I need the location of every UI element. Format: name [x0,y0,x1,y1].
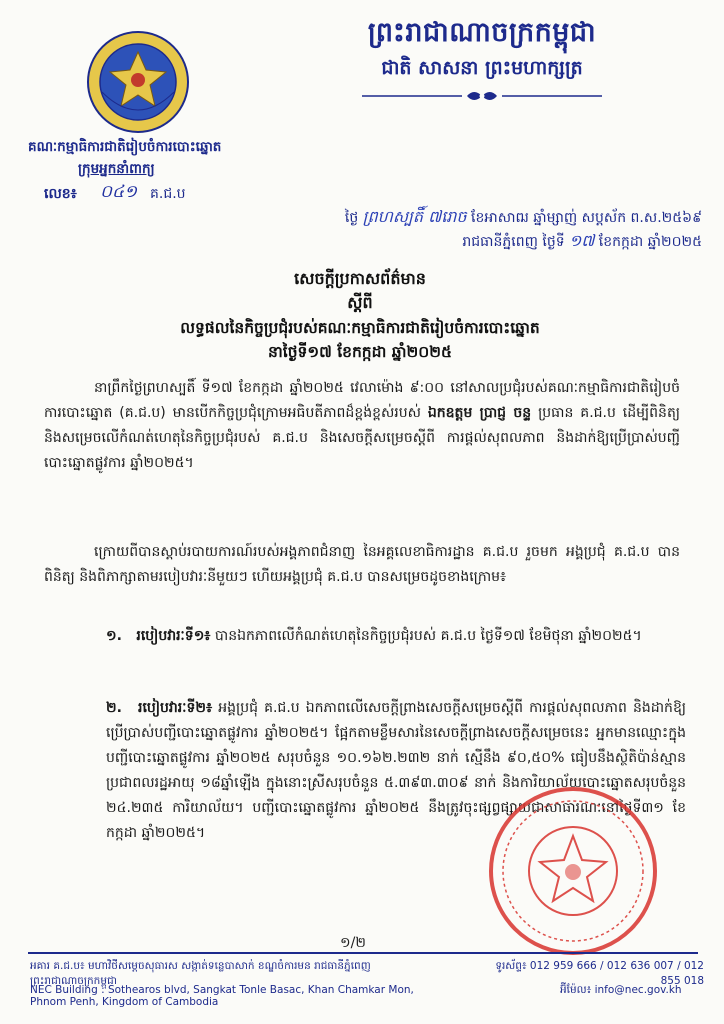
footer-phone: ទូរស័ព្ទ៖ 012 959 666 / 012 636 007 / 012 855 018 [495,960,704,987]
paragraph-1-text-b: ប្រធាន គ.ជ.ប ដើម្បីពិនិត្យ និងសម្រេចលើកំណត់ហេតុនៃកិច្ចប្រជុំរបស់ គ.ជ.ប និងសេចក្តីសម្រេចស្តីពី ការផ្តល់សុពលភាព និងដាក់ឱ្យប្រើប្រាស់បញ្ជីបោះឆ្នោតផ្លូវការ ឆ្នាំ២០២៥។ [44,405,681,471]
ornament-divider-icon [352,88,612,104]
lunar-date-rest: ខែអាសាឍ ឆ្នាំម្សាញ់ សប្តស័ក ព.ស.២៥៦៩ [471,210,702,226]
lunar-date [282,206,702,230]
department-name: ក្រុមអ្នកនាំពាក្យ [78,161,155,177]
paragraph-1 [44,376,680,476]
official-stamp-icon [486,784,660,958]
reference-number-label: លេខ៖ [44,186,77,202]
organization-name: គណៈកម្មាធិការជាតិរៀបចំការបោះឆ្នោត [28,139,222,155]
solar-date-handwritten: ១៧ [569,231,595,250]
footer-address-khmer: អគារ គ.ជ.ប៖ មហាវិថីសម្តេចសុធារស សង្កាត់ទន្លេបាសាក់ ខណ្ឌចំការមន រាជធានីភ្នំពេញ ព្រះរាជាណាចក្រកម្ពុជា [30,960,371,987]
document-title: សេចក្តីប្រកាសព័ត៌មាន [294,269,426,288]
lunar-date-prefix: ថ្ងៃ [344,210,359,226]
agenda-item-1-number: ១. [106,628,122,644]
agenda-item-1-label: របៀបវារៈទី១៖ [136,628,211,644]
agenda-item-2-text: អង្គប្រជុំ គ.ជ.ប ឯកភាពលើសេចក្តីព្រាងសេចក្តីសម្រេចស្តីពី ការផ្តល់សុពលភាព និងដាក់ឱ្យប្រើប្រាស់បញ្ជីបោះឆ្នោតផ្លូវការ ឆ្នាំ២០២៥។ ផ្អែកតាមខ្លឹមសារនៃសេចក្តីព្រាងសេចក្តីសម្រេចនេះ អ្នកមានឈ្មោះក្នុងបញ្ជីបោះឆ្នោតផ្លូវការ ឆ្នាំ២០២៥ សរុបចំនួន ១០.១៦២.២៣២ នាក់ ស្មើនឹង ៩០,៥០% ធៀបនឹងស្ថិតិប៉ាន់ស្មានប្រជាពលរដ្ឋអាយុ ១៨ឆ្នាំឡើង ក្នុងនោះស្រីសរុបចំនួន ៥.៣៩៣.៣០៩ នាក់ និងការិយាល័យបោះឆ្នោតសរុបចំនួន ២៤.២៣៥ ការិយាល័យ។ បញ្ជីបោះឆ្នោតផ្លូវការ ឆ្នាំ២០២៥ នឹងត្រូវចុះផ្សព្វផ្សាយជាសាធារណៈនៅថ្ងៃទី៣១ ខែកក្កដា ឆ្នាំ២០២៥។ [106,700,686,841]
footer-email: អ៊ីម៉ែល៖ info@nec.gov.kh [560,984,682,996]
page-number: ១/២ [340,935,366,951]
footer-divider [28,952,698,954]
solar-date-prefix: រាជធានីភ្នំពេញ ថ្ងៃទី [462,234,565,250]
national-motto: ជាតិ សាសនា ព្រះមហាក្សត្រ [381,57,583,79]
reference-number-value: ០៤១ [100,182,137,202]
agenda-item-2-label: របៀបវារៈទី២៖ [138,700,213,716]
footer-address-english: NEC Building : Sothearos blvd, Sangkat Tonle Basac, Khan Chamkar Mon, Phnom Penh, Kingdom of Cambodia [30,984,414,1008]
nec-emblem-icon [86,30,190,134]
agenda-item-1-text: បានឯកភាពលើកំណត់ហេតុនៃកិច្ចប្រជុំរបស់ គ.ជ.ប ថ្ងៃទី១៧ ខែមិថុនា ឆ្នាំ២០២៥។ [214,628,642,644]
solar-date-rest: ខែកក្កដា ឆ្នាំ២០២៥ [598,234,702,250]
document-subject: លទ្ធផលនៃកិច្ចប្រជុំរបស់គណៈកម្មាធិការជាតិរៀបចំការបោះឆ្នោត [180,319,540,337]
solar-date [282,230,702,254]
paragraph-1-text-a: នាព្រឹកថ្ងៃព្រហស្បតិ៍ ទី១៧ ខែកក្កដា ឆ្នាំ២០២៥ វេលាម៉ោង ៩:០០ នៅសាលប្រជុំរបស់គណៈកម្មាធិការជាតិរៀបចំការបោះឆ្នោត (គ.ជ.ប) មានបើកកិច្ចប្រជុំក្រោមអធិបតីភាពដ៏ខ្ពង់ខ្ពស់របស់ [44,380,680,421]
chairman-name: ឯកឧត្តម ប្រាជ្ញ ចន្ទ [427,405,532,421]
lunar-date-handwritten: ព្រហស្បតិ៍ ៧រោច [362,207,467,226]
paragraph-2: ក្រោយពីបានស្តាប់របាយការណ៍របស់អង្គភាពជំនាញ នៃអគ្គលេខាធិការដ្ឋាន គ.ជ.ប រួចមក អង្គប្រជុំ គ.ជ.ប បានពិនិត្យ និងពិភាក្សាតាមរបៀបវារៈនីមួយៗ ហើយអង្គប្រជុំ គ.ជ.ប បានសម្រេចដូចខាងក្រោម៖ [44,544,680,585]
document-subject-date: នាថ្ងៃទី១៧ ខែកក្កដា ឆ្នាំ២០២៥ [268,343,452,361]
document-title-regarding: ស្តីពី [347,293,373,312]
agenda-item-1 [106,624,686,649]
agenda-item-2-number: ២. [106,700,122,716]
kingdom-heading: ព្រះរាជាណាចក្រកម្ពុជា [367,17,597,48]
reference-number-code: គ.ជ.ប [150,186,186,202]
